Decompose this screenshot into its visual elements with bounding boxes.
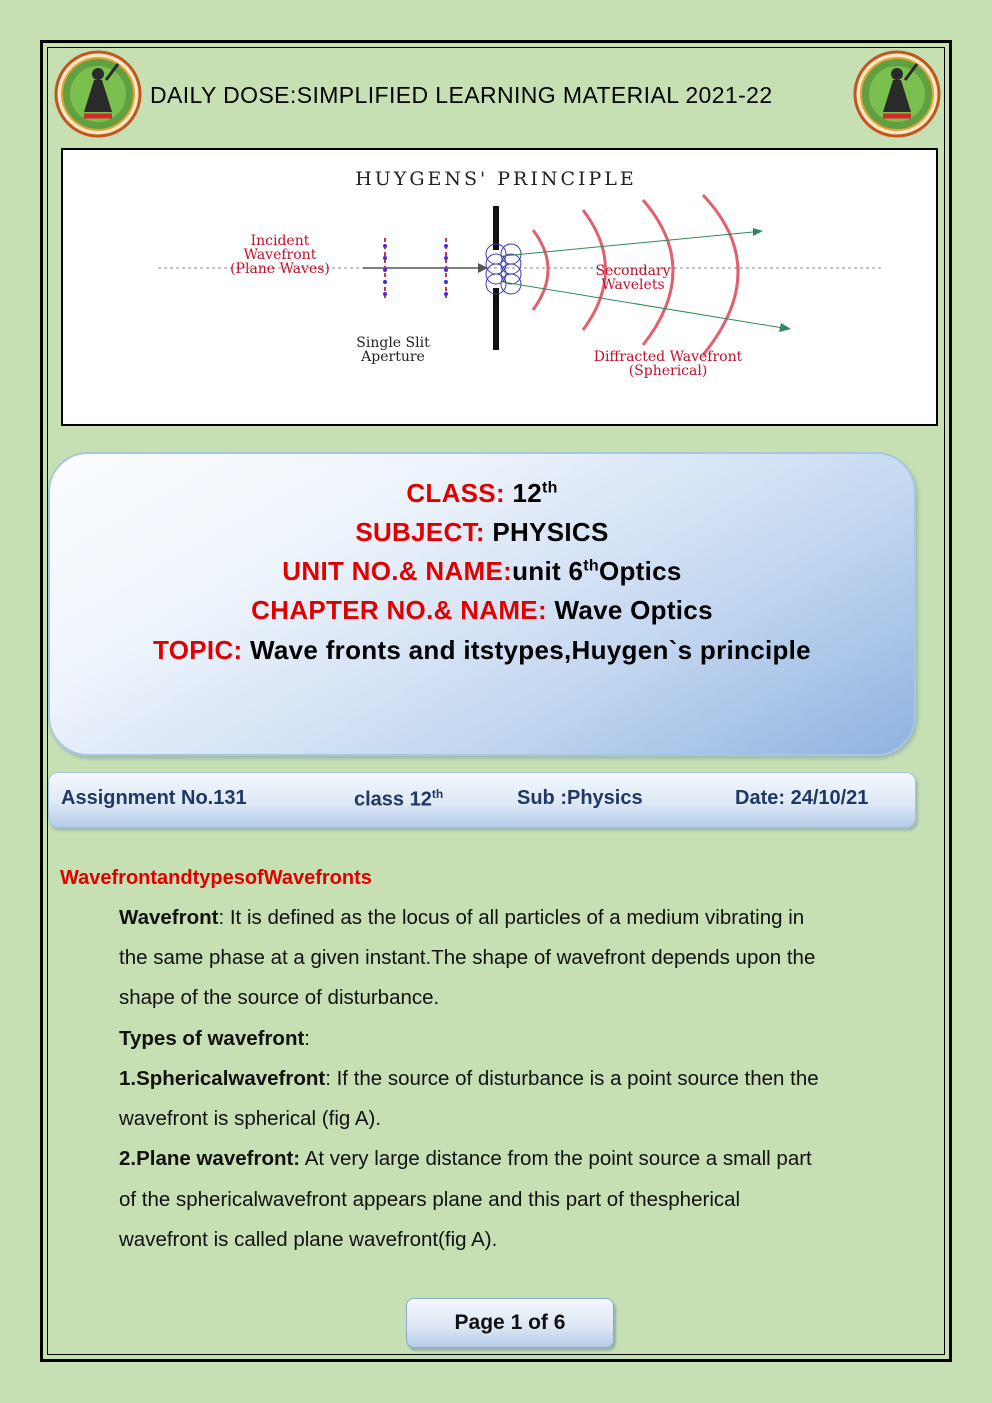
figure-label-secondary-line: Wavelets — [601, 277, 665, 293]
paragraph-line — [119, 898, 919, 938]
figure-label-diffracted — [518, 350, 818, 378]
definition-text: : If the source of disturbance is a point source then the — [325, 1067, 819, 1090]
class-label: CLASS: — [406, 478, 505, 508]
unit-value: unit 6 — [512, 556, 584, 586]
types-colon: : — [304, 1027, 310, 1050]
subject-value: PHYSICS — [492, 517, 609, 547]
chapter-value: Wave Optics — [554, 595, 713, 625]
class-value: 12 — [512, 478, 542, 508]
course-info-panel — [48, 452, 916, 756]
paragraph-line: wavefront is spherical (fig A). — [119, 1107, 382, 1130]
figure-label-diffracted-line: (Spherical) — [628, 363, 708, 379]
figure-label-incident-line: Incident — [250, 233, 310, 249]
term-wavefront: Wavefront — [119, 906, 219, 929]
assignment-bar — [48, 772, 916, 828]
figure-label-slit-line: Aperture — [361, 349, 425, 365]
assignment-number: Assignment No.131 — [61, 787, 247, 809]
unit-name: Optics — [598, 556, 682, 586]
term-plane: 2.Plane wavefront: — [119, 1147, 301, 1170]
chapter-line — [50, 595, 914, 626]
figure-label-slit-line: Single Slit — [356, 335, 430, 351]
list-number: 1 — [119, 1067, 131, 1090]
figure-label-incident-line: Wavefront — [243, 247, 317, 263]
paragraph-line — [119, 1139, 919, 1179]
page-indicator: Page 1 of 6 — [406, 1298, 614, 1348]
assignment-class-sup: th — [431, 787, 444, 801]
paragraph-line: shape of the source of disturbance. — [119, 986, 440, 1009]
paragraph-line — [119, 1059, 919, 1099]
figure-label-slit — [313, 336, 473, 364]
figure-label-incident-line: (Plane Waves) — [230, 261, 330, 277]
topic-value: Wave fronts and itstypes,Huygen`s principle — [250, 635, 811, 665]
paragraph-line: of the sphericalwavefront appears plane and this part of thespherical — [119, 1188, 741, 1211]
class-line — [50, 478, 914, 509]
school-logo-icon — [54, 50, 142, 138]
class-sup: th — [541, 479, 558, 497]
section-title: WavefrontandtypesofWavefronts — [60, 867, 372, 889]
subject-line — [50, 517, 914, 548]
term-spherical: .Sphericalwavefront — [130, 1067, 326, 1090]
unit-sup: th — [583, 557, 599, 575]
assignment-date: Date: 24/10/21 — [735, 787, 869, 809]
definition-text: At very large distance from the point source a small part — [300, 1147, 812, 1170]
figure-label-incident — [175, 234, 385, 276]
huygens-diagram-graphic — [63, 150, 936, 424]
school-logo-icon — [853, 50, 941, 138]
paragraph-line — [119, 1019, 919, 1059]
header-title: DAILY DOSE:SIMPLIFIED LEARNING MATERIAL 2021-22 — [150, 82, 773, 108]
term-types: Types of wavefront — [119, 1027, 305, 1050]
assignment-subject: Sub :Physics — [517, 787, 643, 809]
figure-label-secondary — [553, 264, 713, 292]
assignment-class-text: class 12 — [354, 788, 432, 811]
figure-label-secondary-line: Secondary — [595, 263, 671, 279]
subject-label: SUBJECT: — [355, 517, 485, 547]
topic-label: TOPIC: — [153, 635, 243, 665]
unit-label: UNIT NO.& NAME: — [282, 556, 513, 586]
unit-line — [50, 556, 914, 587]
figure-title: HUYGENS' PRINCIPLE — [355, 168, 637, 190]
chapter-label: CHAPTER NO.& NAME: — [251, 595, 547, 625]
paragraph-line: the same phase at a given instant.The shape of wavefront depends upon the — [119, 946, 816, 969]
paragraph-line: wavefront is called plane wavefront(fig A). — [119, 1228, 498, 1251]
topic-line — [50, 635, 914, 666]
assignment-class — [354, 787, 443, 812]
figure-label-diffracted-line: Diffracted Wavefront — [593, 349, 743, 365]
definition-text: : It is defined as the locus of all particles of a medium vibrating in — [218, 906, 805, 929]
